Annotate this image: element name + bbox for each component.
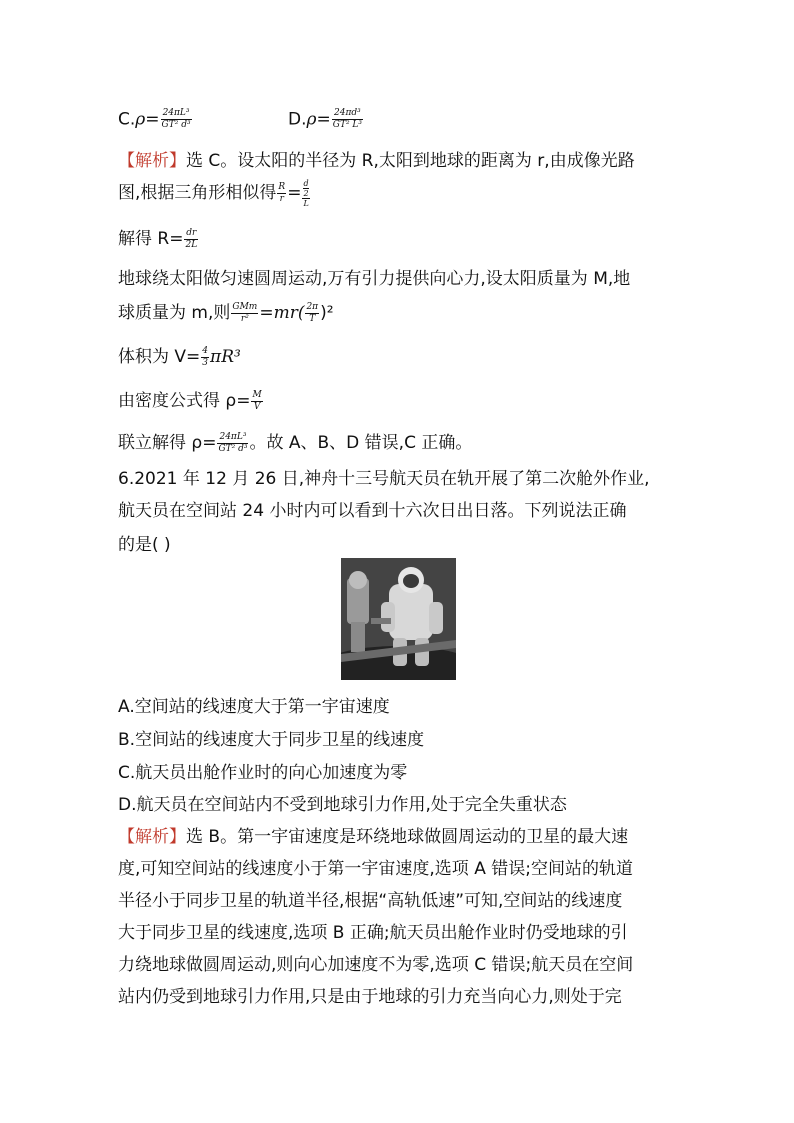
option-c-denominator: GT² d³	[161, 120, 191, 130]
radius-numerator: dr	[186, 227, 197, 238]
analysis5-line-8	[118, 428, 472, 455]
gravity-numerator: GMm	[232, 301, 258, 312]
analysis6-line-1	[118, 822, 628, 847]
omega-fraction	[305, 302, 319, 325]
question6-line-1	[118, 464, 650, 489]
radius-denominator: 2L	[185, 239, 198, 250]
option-b	[118, 725, 424, 750]
option-d-fraction	[332, 108, 363, 131]
density-denominator: V	[253, 401, 261, 412]
ratio-fraction-2	[302, 179, 309, 208]
analysis5-text-2: 图,根据三角形相似得	[118, 183, 277, 203]
analysis5-line-3	[118, 224, 199, 251]
analysis6-text-4: 大于同步卫星的线速度,选项 B 正确;航天员出舱作业时仍受地球的引	[118, 923, 628, 943]
centripetal-term: =mr(	[259, 303, 305, 323]
analysis5-text-5: 球质量为 m,则	[118, 303, 231, 323]
omega-numerator: 2π	[306, 301, 319, 312]
analysis5-text-6: 体积为 V=	[118, 347, 201, 367]
option-a	[118, 692, 390, 717]
option-d6	[118, 790, 567, 815]
analysis6-line-2	[118, 854, 633, 879]
option-d6-text: D.航天员在空间站内不受到地球引力作用,处于完全失重状态	[118, 795, 567, 815]
analysis6-line-4	[118, 918, 628, 943]
question6-line-3	[118, 530, 171, 555]
option-a-text: A.空间站的线速度大于第一宇宙速度	[118, 697, 390, 717]
density-fraction	[251, 390, 262, 413]
volume-denominator: 3	[202, 357, 209, 368]
analysis6-text-2: 度,可知空间站的线速度小于第一宇宙速度,选项 A 错误;空间站的轨道	[118, 859, 633, 879]
analysis5-line-6	[118, 342, 241, 369]
question6-text-1: 6.2021 年 12 月 26 日,神舟十三号航天员在轨开展了第二次舱外作业,	[118, 469, 650, 489]
analysis6-line-5	[118, 950, 633, 975]
analysis5-line-7	[118, 386, 264, 413]
analysis5-text-1: 选 C。设太阳的半径为 R,太阳到地球的距离为 r,由成像光路	[186, 151, 635, 171]
analysis5-text-7: 由密度公式得 ρ=	[118, 391, 251, 411]
analysis5-line-2	[118, 178, 311, 208]
equals-sign: =	[287, 183, 302, 203]
gravity-fraction	[231, 302, 258, 325]
result-denominator: GT² d³	[218, 443, 248, 454]
ratio-inner-fraction	[302, 179, 309, 199]
analysis5-text-3: 解得 R=	[118, 229, 184, 249]
ratio-denominator-2: L	[303, 198, 309, 208]
radius-fraction	[184, 228, 198, 251]
result-fraction	[217, 432, 248, 455]
omega-denominator: T	[309, 313, 316, 324]
option-d-label: D.	[288, 109, 307, 130]
astronaut-photo	[341, 558, 456, 680]
option-c6-text: C.航天员出舱作业时的向心加速度为零	[118, 763, 408, 783]
astronaut-illustration	[341, 558, 456, 680]
ratio-fraction-1	[277, 182, 286, 205]
option-d-denominator: GT² L³	[332, 120, 362, 130]
analysis6-text-3: 半径小于同步卫星的轨道半径,根据“高轨低速”可知,空间站的线速度	[118, 891, 623, 911]
squared-close: )²	[320, 303, 334, 323]
option-c-label: C.	[118, 109, 136, 130]
analysis6-text-6: 站内仍受到地球引力作用,只是由于地球的引力充当向心力,则处于完	[118, 987, 622, 1007]
option-c	[118, 108, 193, 131]
volume-tail: πR³	[210, 347, 241, 367]
analysis-tag: 【解析】	[118, 151, 186, 171]
question6-text-2: 航天员在空间站 24 小时内可以看到十六次日出日落。下列说法正确	[118, 501, 627, 521]
analysis5-text-8: 联立解得 ρ=	[118, 433, 217, 453]
gravity-denominator: r²	[240, 313, 249, 324]
analysis6-line-6	[118, 982, 622, 1007]
option-c-fraction	[161, 108, 192, 131]
analysis6-tag: 【解析】	[118, 827, 186, 847]
analysis5-text-4: 地球绕太阳做匀速圆周运动,万有引力提供向心力,设太阳质量为 M,地	[118, 269, 631, 289]
question6-line-2	[118, 496, 626, 521]
analysis5-line-4	[118, 264, 630, 289]
question6-text-3: 的是( )	[118, 535, 171, 555]
density-numerator: M	[252, 389, 262, 400]
inner-denominator: 2	[303, 188, 309, 198]
option-b-text: B.空间站的线速度大于同步卫星的线速度	[118, 730, 425, 750]
analysis6-text-5: 力绕地球做圆周运动,则向心加速度不为零,选项 C 错误;航天员在空间	[118, 955, 634, 975]
ratio-numerator: R	[278, 181, 286, 192]
volume-numerator: 4	[202, 345, 209, 356]
inner-numerator: d	[303, 178, 309, 188]
analysis6-text-1: 选 B。第一宇宙速度是环绕地球做圆周运动的卫星的最大速	[186, 827, 629, 847]
option-c-numerator: 24πL³	[161, 108, 192, 120]
option-d-rho: ρ=	[306, 109, 331, 130]
analysis5-line-1	[118, 146, 635, 171]
option-c-rho: ρ=	[135, 109, 160, 130]
result-numerator: 24πL³	[217, 432, 248, 444]
analysis5-conclusion: 。故 A、B、D 错误,C 正确。	[249, 433, 473, 453]
analysis5-line-5	[118, 298, 334, 325]
ratio-denominator: r	[279, 193, 284, 204]
option-c6	[118, 758, 407, 783]
volume-fraction	[201, 346, 209, 369]
analysis6-line-3	[118, 886, 622, 911]
option-d	[288, 108, 364, 131]
option-d-numerator: 24πd³	[332, 108, 363, 120]
